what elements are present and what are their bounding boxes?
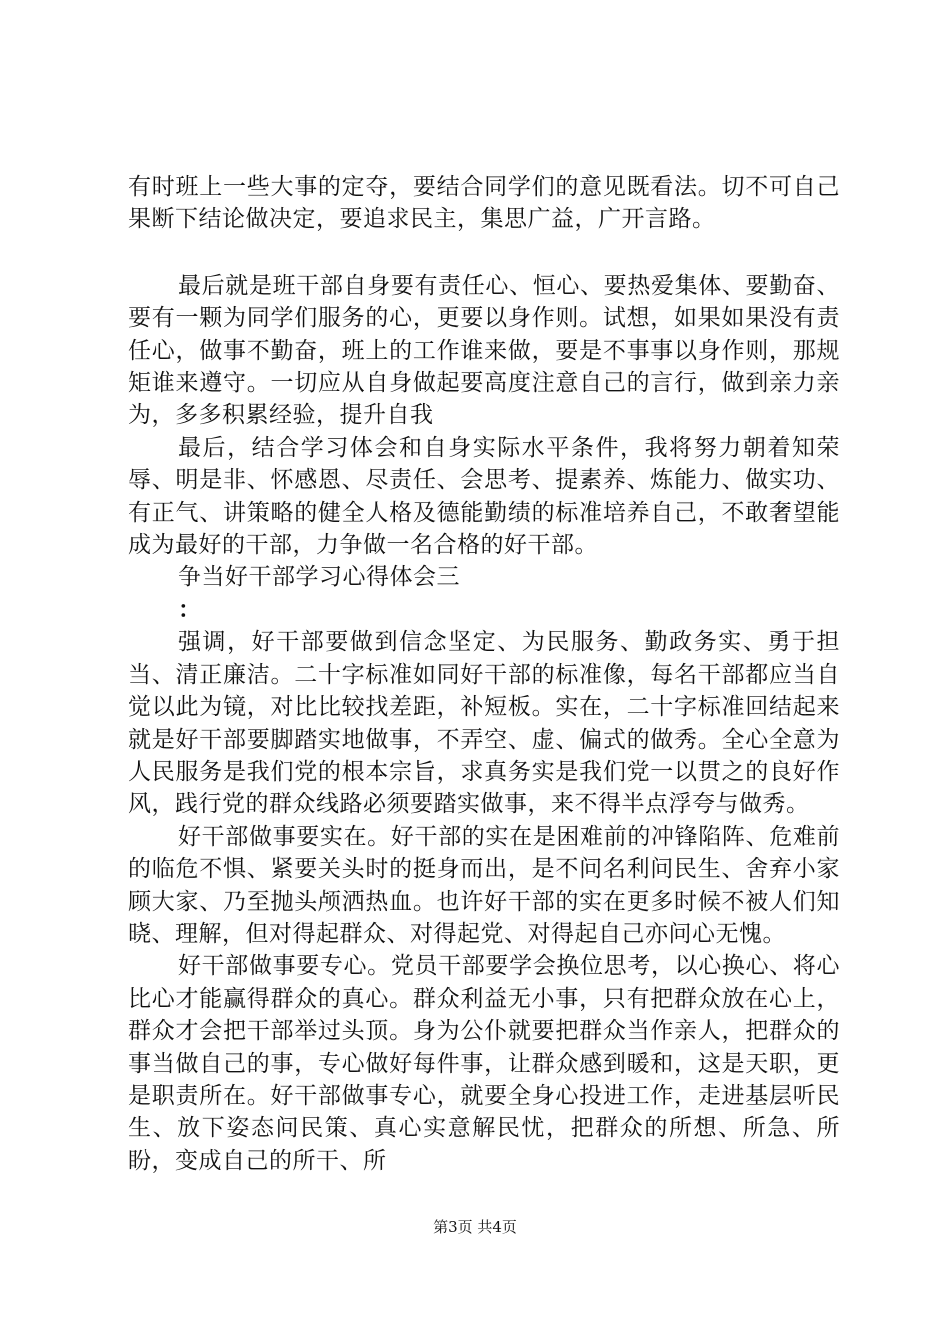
paragraph-conclusion: 最后，结合学习体会和自身实际水平条件，我将努力朝着知荣辱、明是非、怀感恩、尽责任、会思考、提素养、炼能力、做实功、有正气、讲策略的健全人格及德能勤绩的标准培养自己，不敢奢望能成为最好的干部，力争做一名合格的好干部。 bbox=[128, 434, 840, 559]
paragraph-standards: 强调，好干部要做到信念坚定、为民服务、勤政务实、勇于担当、清正廉洁。二十字标准如同好干部的标准像，每名干部都应当自觉以此为镜，对比比较找差距，补短板。实在，二十字标准回结起来就是好干部要脚踏实地做事，不弄空、虚、偏式的做秀。全心全意为人民服务是我们党的根本宗旨，求真务实是我们党一以贯之的良好作风，践行党的群众线路必须要踏实做事，来不得半点浮夸与做秀。 bbox=[128, 629, 840, 818]
section-heading: 争当好干部学习心得体会三 bbox=[178, 564, 460, 591]
document-body bbox=[128, 171, 840, 1177]
page-number: 第3页 共4页 bbox=[433, 1218, 517, 1236]
paragraph-intro: 有时班上一些大事的定夺，要结合同学们的意见既看法。切不可自己果断下结论做决定，要追求民主，集思广益，广开言路。 bbox=[128, 174, 840, 233]
paragraph-class-cadre-self: 最后就是班干部自身要有责任心、恒心、要热爱集体、要勤奋、要有一颗为同学们服务的心，更要以身作则。试想，如果如果没有责任心，做事不勤奋，班上的工作谁来做，要是不事事以身作则，那规矩谁来遵守。一切应从自身做起要高度注意自己的言行，做到亲力亲为，多多积累经验，提升自我 bbox=[128, 272, 840, 429]
paragraph-dedicated: 好干部做事要专心。党员干部要学会换位思考，以心换心、将心比心才能赢得群众的真心。群众利益无小事，只有把群众放在心上，群众才会把干部举过头顶。身为公仆就要把群众当作亲人，把群众的事当做自己的事，专心做好每件事，让群众感到暖和，这是天职，更是职责所在。好干部做事专心，就要全身心投进工作，走进基层听民生、放下姿态问民策、真心实意解民忧，把群众的所想、所急、所盼，变成自己的所干、所 bbox=[128, 953, 840, 1174]
paragraph-practical: 好干部做事要实在。好干部的实在是困难前的冲锋陷阵、危难前的临危不惧、紧要关头时的挺身而出，是不问名利问民生、舍弃小家顾大家、乃至抛头颅洒热血。也许好干部的实在更多时候不被人们知晓、理解，但对得起群众、对得起党、对得起自己亦问心无愧。 bbox=[128, 823, 840, 947]
section-colon: ： bbox=[178, 595, 202, 623]
